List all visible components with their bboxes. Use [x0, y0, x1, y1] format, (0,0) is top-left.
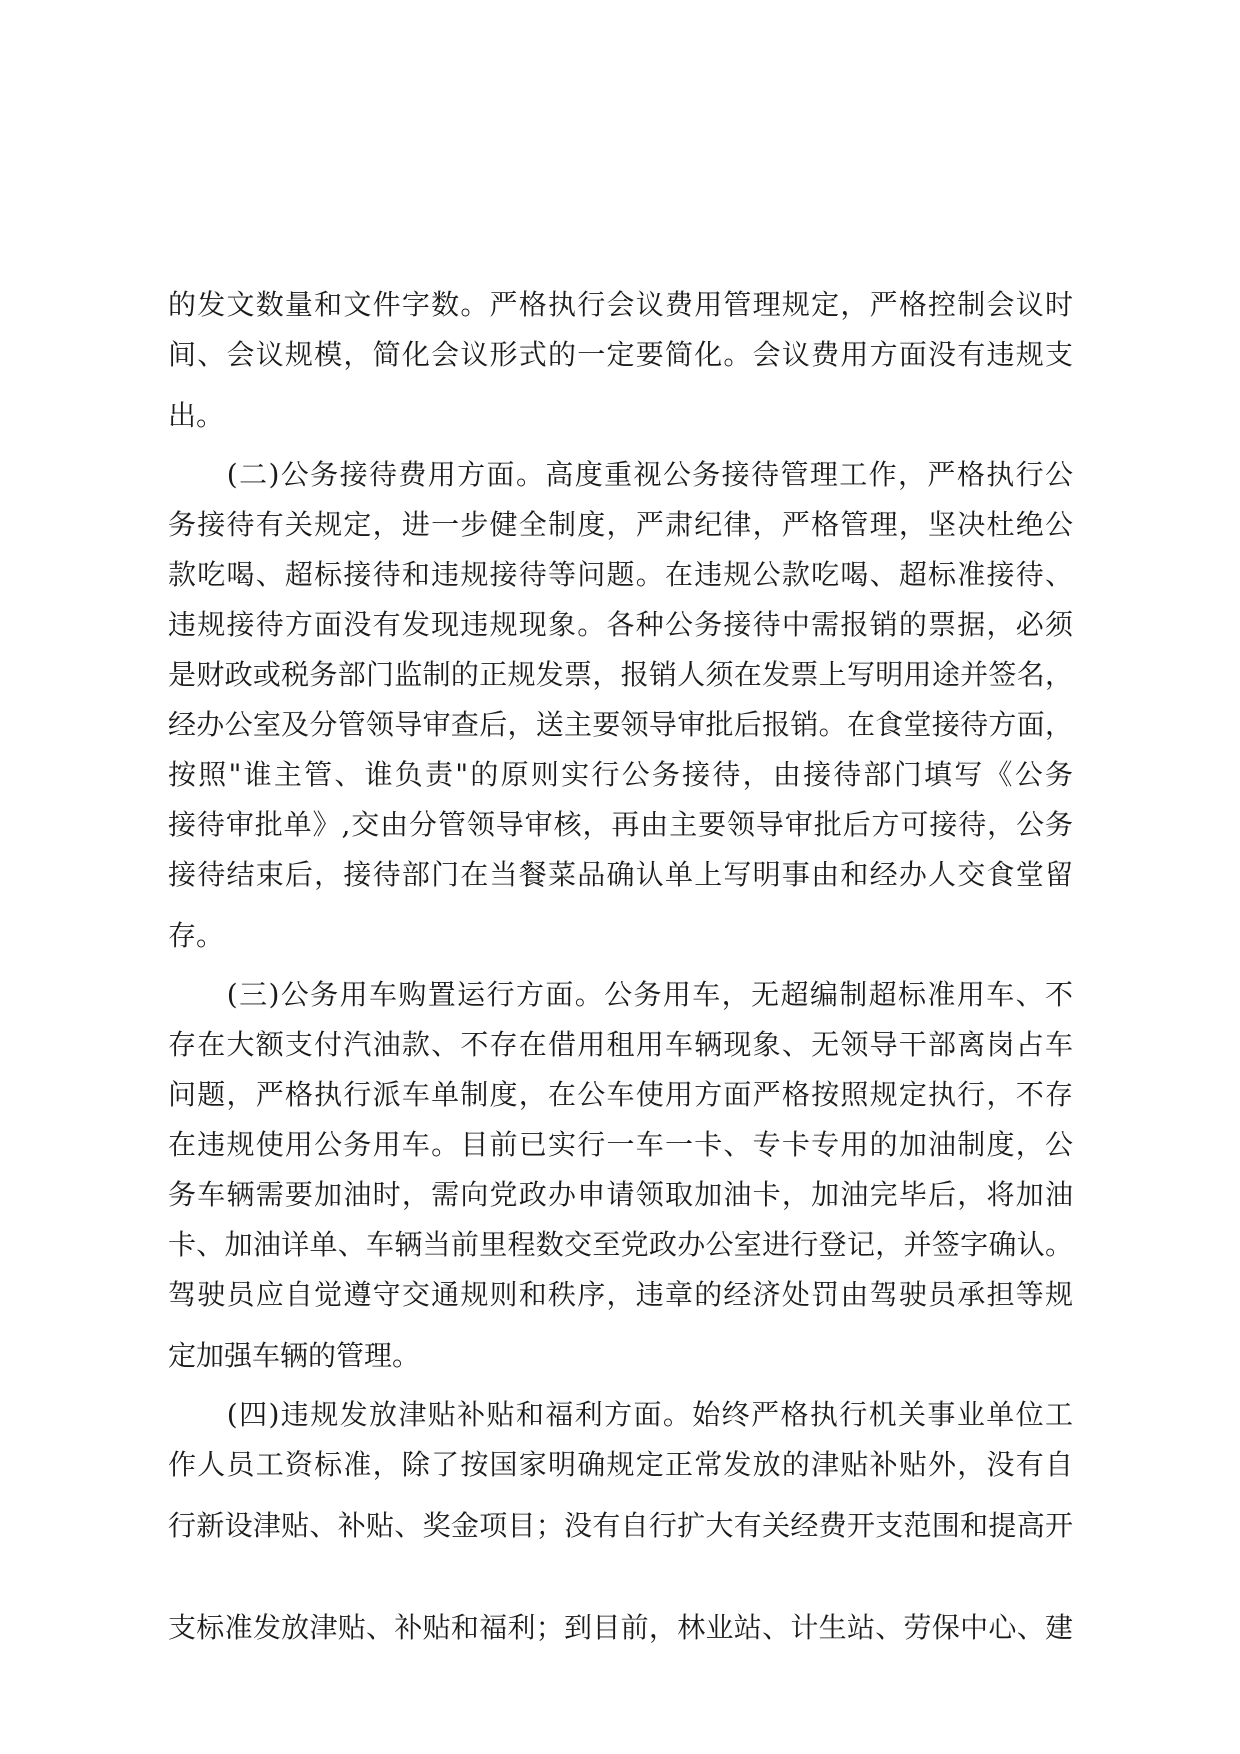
text-line: 作人员工资标准，除了按国家明确规定正常发放的津贴补贴外，没有自: [168, 1448, 1073, 1481]
text-line: (三)公务用车购置运行方面。公务用车，无超编制超标准用车、不: [168, 978, 1073, 1011]
text-line: 的发文数量和文件字数。严格执行会议费用管理规定，严格控制会议时: [168, 288, 1073, 321]
text-line: 经办公室及分管领导审查后，送主要领导审批后报销。在食堂接待方面，: [168, 708, 1073, 741]
text-line: 间、会议规模，简化会议形式的一定要简化。会议费用方面没有违规支: [168, 338, 1073, 371]
text-line: 支标准发放津贴、补贴和福利；到目前，林业站、计生站、劳保中心、建: [168, 1611, 1073, 1644]
text-line: 存。: [168, 919, 225, 952]
text-line: 行新设津贴、补贴、奖金项目；没有自行扩大有关经费开支范围和提高开: [168, 1509, 1073, 1542]
text-line: 是财政或税务部门监制的正规发票，报销人须在发票上写明用途并签名，: [168, 658, 1073, 691]
text-line: 卡、加油详单、车辆当前里程数交至党政办公室进行登记，并签字确认。: [168, 1228, 1073, 1261]
text-line: 按照"谁主管、谁负责"的原则实行公务接待，由接待部门填写《公务: [168, 758, 1073, 791]
text-line: (四)违规发放津贴补贴和福利方面。始终严格执行机关事业单位工: [168, 1398, 1073, 1431]
text-line: 款吃喝、超标接待和违规接待等问题。在违规公款吃喝、超标准接待、: [168, 558, 1073, 591]
text-line: 定加强车辆的管理。: [168, 1339, 421, 1372]
text-line: 存在大额支付汽油款、不存在借用租用车辆现象、无领导干部离岗占车: [168, 1028, 1073, 1061]
text-line: 驾驶员应自觉遵守交通规则和秩序，违章的经济处罚由驾驶员承担等规: [168, 1278, 1073, 1311]
text-line: 务接待有关规定，进一步健全制度，严肃纪律，严格管理，坚决杜绝公: [168, 508, 1073, 541]
text-line: (二)公务接待费用方面。高度重视公务接待管理工作，严格执行公: [168, 458, 1073, 491]
text-line: 务车辆需要加油时，需向党政办申请领取加油卡，加油完毕后，将加油: [168, 1178, 1073, 1211]
text-line: 接待结束后，接待部门在当餐菜品确认单上写明事由和经办人交食堂留: [168, 858, 1073, 891]
text-line: 违规接待方面没有发现违规现象。各种公务接待中需报销的票据，必须: [168, 608, 1073, 641]
text-line: 接待审批单》,交由分管领导审核，再由主要领导审批后方可接待，公务: [168, 808, 1073, 841]
text-line: 在违规使用公务用车。目前已实行一车一卡、专卡专用的加油制度，公: [168, 1128, 1073, 1161]
text-line: 问题，严格执行派车单制度，在公车使用方面严格按照规定执行，不存: [168, 1078, 1073, 1111]
text-line: 出。: [168, 399, 225, 432]
